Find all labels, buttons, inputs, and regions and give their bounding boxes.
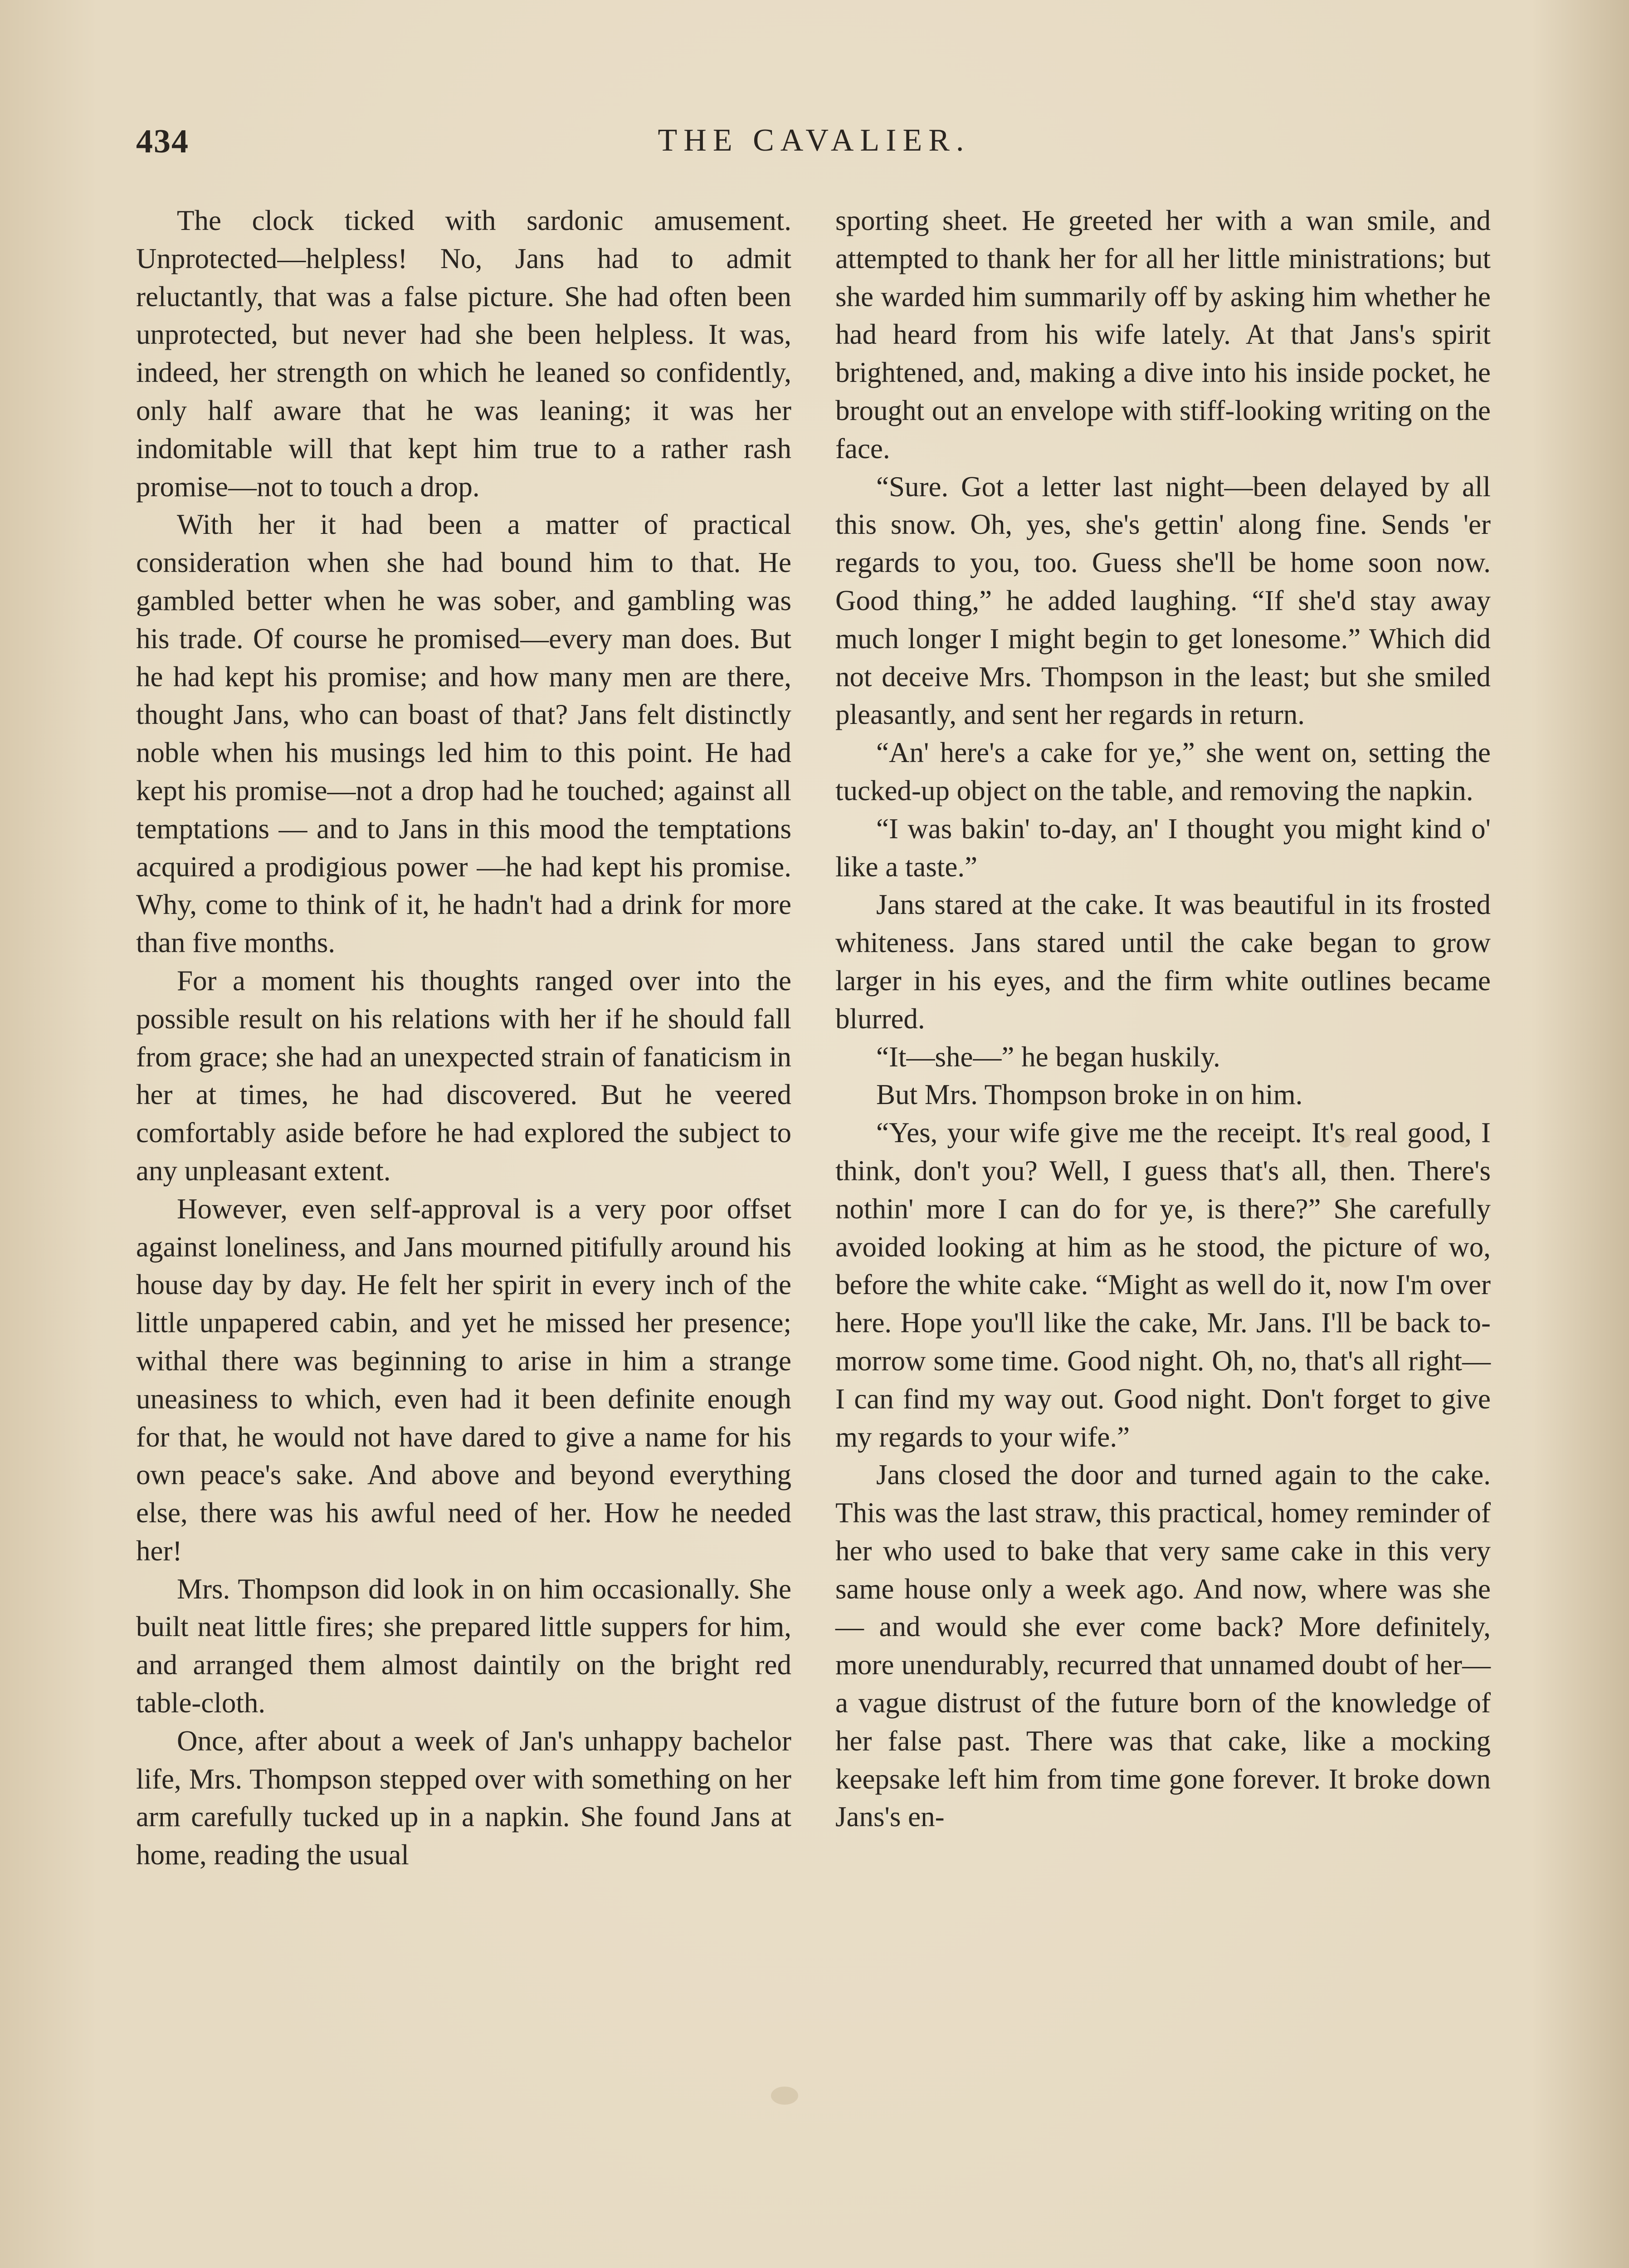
running-head: THE CAVALIER. — [658, 123, 971, 158]
paragraph: “It—she—” he began huskily. — [876, 1041, 1220, 1073]
paragraph: For a moment his thoughts ranged over into the possible result on his relations with her if he should fall from grace; she had an unexpected strain of fanaticism in her at times, he had discovered. But he veered comfortably aside before he had explored the subject to any unpleasant extent. — [136, 964, 791, 1187]
paragraph: The clock ticked with sardonic amusement. Unprotected—helpless! No, Jans had to admit reluctantly, that was a false picture. She had often been unprotected, but never had she been helpless. It was, indeed, her strength on which he leaned so confidently, only half aware that he was leaning; it was her indomitable will that kept him true to a rather rash promise—not to touch a drop. — [136, 205, 791, 503]
paragraph: With her it had been a matter of practical consideration when she had bound him to that. He gambled better when he was sober, and gambling was his trade. Of course he promised—every man does. But he had kept his promise; and how many men are there, thought Jans, who can boast of that? Jans felt distinctly noble when his musings led him to this point. He had kept his promise—not a drop had he touched; against all temptations — and to Jans in this mood the temptations acquired a prodigious power —he had kept his promise. Why, come to think of it, he hadn't had a drink for more than five months. — [136, 508, 791, 959]
paragraph: However, even self-approval is a very poor offset against loneliness, and Jans mourned pitifully around his house day by day. He felt her spirit in every inch of the little unpapered cabin, and yet he missed her presence; withal there was beginning to arise in him a strange uneasiness to which, even had it been definite enough for that, he would not have dared to give a name for his own peace's sake. And above and beyond everything else, there was his awful need of her. How he needed her! — [136, 1193, 791, 1567]
paragraph: “I was bakin' to-day, an' I thought you might kind o' like a taste.” — [835, 812, 1491, 883]
paragraph: “Yes, your wife give me the receipt. It's real good, I think, don't you? Well, I guess that's all, then. There's nothin' more I can do for ye, is there?” She carefully avoided looking at him as he stood, the picture of wo, before the white cake. “Might as well do it, now I'm over here. Hope you'll like the cake, Mr. Jans. I'll be back to-morrow some time. Good night. Oh, no, that's all right—I can find my way out. Good night. Don't forget to give my regards to your wife.” — [835, 1117, 1491, 1453]
left-column — [136, 202, 791, 1874]
paragraph: But Mrs. Thompson broke in on him. — [876, 1079, 1303, 1111]
paragraph: Jans stared at the cake. It was beautiful in its frosted whiteness. Jans stared until the cake began to grow larger in his eyes, and the firm white outlines became blurred. — [835, 889, 1491, 1035]
paragraph: “An' here's a cake for ye,” she went on, setting the tucked-up object on the table, and removing the napkin. — [835, 737, 1491, 807]
paragraph: Once, after about a week of Jan's unhappy bachelor life, Mrs. Thompson stepped over with something on her arm carefully tucked up in a napkin. She found Jans at home, reading the usual — [136, 1725, 791, 1871]
page-header — [136, 122, 1492, 172]
paper-stain — [771, 2087, 798, 2105]
paragraph: Jans closed the door and turned again to the cake. This was the last straw, this practical, homey reminder of her who used to bake that very same cake in this very same house only a week ago. And now, where was she — and would she ever come back? More definitely, more unendurably, recurred that unnamed doubt of her—a vague distrust of the future born of the knowledge of her false past. There was that cake, like a mocking keepsake left him from time gone forever. It broke down Jans's en- — [835, 1459, 1491, 1833]
paragraph: “Sure. Got a letter last night—been delayed by all this snow. Oh, yes, she's gettin' along fine. Sends 'er regards to you, too. Guess she'll be home soon now. Good thing,” he added laughing. “If she'd stay away much longer I might begin to get lonesome.” Which did not deceive Mrs. Thompson in the least; but she smiled pleasantly, and sent her regards in return. — [835, 470, 1491, 731]
page-number: 434 — [136, 123, 189, 160]
paragraph: sporting sheet. He greeted her with a wan smile, and attempted to thank her for all her little ministrations; but she warded him summarily off by asking him whether he had heard from his wife lately. At that Jans's spirit brightened, and, making a dive into his inside pocket, he brought out an envelope with stiff-looking writing on the face. — [835, 205, 1491, 464]
paragraph: Mrs. Thompson did look in on him occasionally. She built neat little fires; she prepared little suppers for him, and arranged them almost daintily on the bright red table-cloth. — [136, 1573, 791, 1719]
right-column — [835, 202, 1491, 1836]
